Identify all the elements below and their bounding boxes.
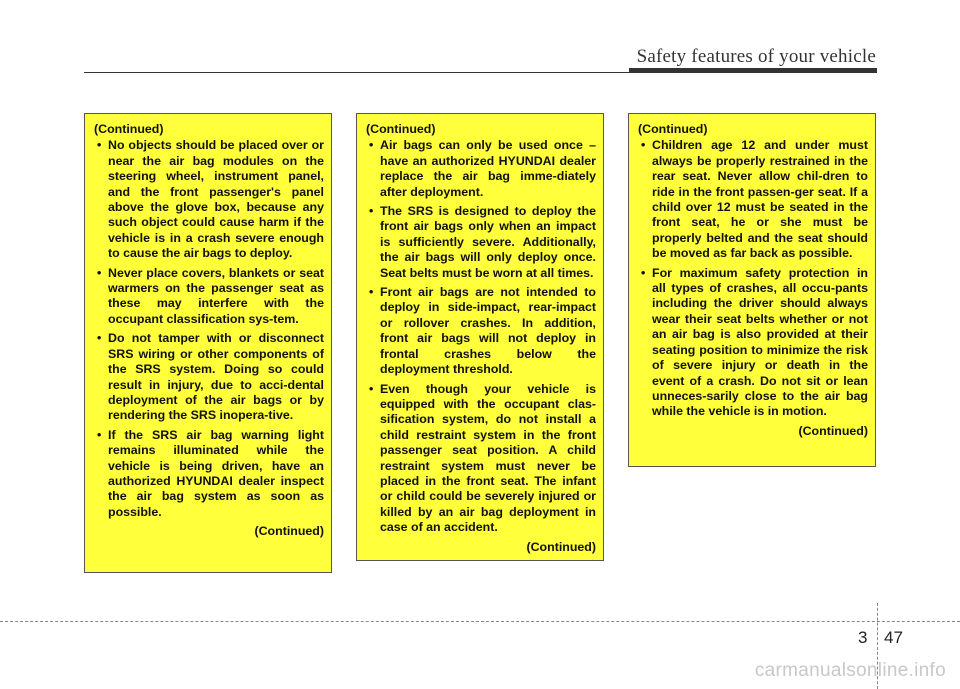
page-header-title: Safety features of your vehicle bbox=[636, 46, 876, 67]
warning-item: • For maximum safety protection in all types of crashes, all occu-pants including the driver should always wear their seat belts whether or not an air bag is also provided at their seating position to minimize the risk of severe injury or death in the event of a crash. Do not sit or lean unneces-sarily close to the air bag while the vehicle is in motion. bbox=[638, 266, 868, 420]
warning-box-2 bbox=[356, 113, 604, 561]
warning-item: • If the SRS air bag warning light remains illuminated while the vehicle is being driven, have an authorized HYUNDAI dealer inspect the air bag system as soon as possible. bbox=[94, 428, 324, 520]
chapter-number: 3 bbox=[858, 628, 868, 647]
continued-label-top: (Continued) bbox=[638, 122, 708, 136]
warning-box-1 bbox=[84, 113, 332, 573]
warning-list-2 bbox=[366, 138, 596, 535]
warning-list-3 bbox=[638, 138, 868, 419]
warning-item: • Air bags can only be used once – have an authorized HYUNDAI dealer replace the air bag imme-diately after deployment. bbox=[366, 138, 596, 200]
warning-item: • No objects should be placed over or near the air bag modules on the steering wheel, instrument panel, and the front passenger's panel above the glove box, because any such object could cause harm if the vehicle is in a crash severe enough to cause the air bags to deploy. bbox=[94, 138, 324, 261]
warning-item: • Do not tamper with or disconnect SRS wiring or other components of the SRS system. Doing so could result in injury, due to acci-dental deployment of the air bags or by rendering the SRS inopera-tive. bbox=[94, 331, 324, 423]
warning-item: • The SRS is designed to deploy the front air bags only when an impact is sufficiently severe. Additionally, the air bags will only deploy once. Seat belts must be worn at all times. bbox=[366, 204, 596, 281]
warning-box-3 bbox=[628, 113, 876, 467]
warning-item: • Even though your vehicle is equipped with the occupant clas-sification system, do not install a child restraint system in the front passenger seat position. A child restraint system must never be placed in the front seat. The infant or child could be severely injured or killed by an air bag deployment in case of an accident. bbox=[366, 382, 596, 536]
page-number: 47 bbox=[884, 628, 903, 647]
warning-item: • Front air bags are not intended to deploy in side-impact, rear-impact or rollover crashes. In addition, front air bags will not deploy in frontal crashes below the deployment threshold. bbox=[366, 285, 596, 377]
continued-label-top: (Continued) bbox=[94, 122, 164, 136]
continued-label-top: (Continued) bbox=[366, 122, 436, 136]
warning-item: • Children age 12 and under must always be properly restrained in the rear seat. Never allow chil-dren to ride in the front passen-ger seat. If a child over 12 must be seated in the front seat, he or she must be properly belted and the seat should be moved as far back as possible. bbox=[638, 138, 868, 261]
header-rule bbox=[84, 72, 629, 73]
header-rule-accent bbox=[629, 68, 877, 73]
continued-label-bottom: (Continued) bbox=[526, 539, 596, 554]
continued-label-bottom: (Continued) bbox=[798, 423, 868, 438]
continued-label-bottom: (Continued) bbox=[254, 524, 324, 539]
warning-item: • Never place covers, blankets or seat warmers on the passenger seat as these may interfere with the occupant classification sys-tem. bbox=[94, 266, 324, 328]
warning-list-1 bbox=[94, 138, 324, 520]
footer-rule bbox=[0, 621, 960, 622]
watermark: carmanualsonline.info bbox=[754, 660, 946, 681]
